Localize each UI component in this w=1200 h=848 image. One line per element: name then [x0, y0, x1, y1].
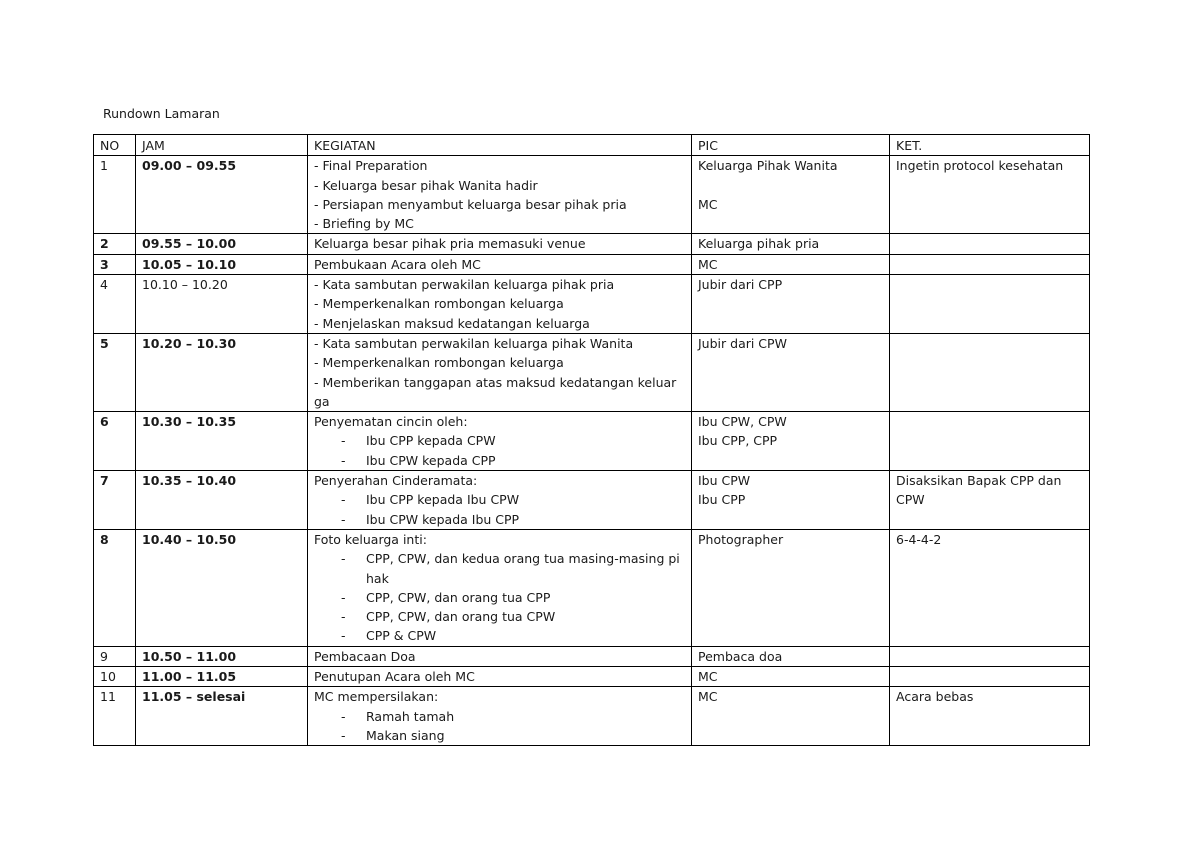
cell-jam [136, 471, 308, 530]
header-pic: PIC [692, 135, 890, 156]
dash-bullet-icon: - [341, 727, 346, 743]
cell-no [94, 529, 136, 646]
cell-ket [890, 412, 1090, 471]
activity-subitem [314, 569, 691, 588]
activity-line: - Keluarga besar pihak Wanita hadir [314, 177, 538, 193]
cell-no [94, 234, 136, 254]
cell-ket [890, 667, 1090, 687]
pic-line: MC [698, 689, 718, 705]
cell-kegiatan [308, 667, 692, 687]
activity-line: Foto keluarga inti: [314, 531, 427, 547]
cell-pic [692, 412, 890, 471]
row-number: 9 [100, 648, 108, 664]
cell-ket [890, 529, 1090, 646]
table-row [94, 529, 1090, 646]
header-ket: KET. [890, 135, 1090, 156]
table-row [94, 275, 1090, 334]
document-title: Rundown Lamaran [103, 106, 220, 121]
dash-bullet-icon: - [341, 628, 346, 644]
cell-pic [692, 156, 890, 234]
cell-pic [692, 667, 890, 687]
note-line: Ingetin protocol kesehatan [896, 158, 1064, 174]
row-number: 10 [100, 669, 116, 685]
cell-jam [136, 333, 308, 411]
row-number: 4 [100, 277, 108, 293]
pic-line [698, 176, 889, 195]
cell-ket [890, 234, 1090, 254]
pic-line: MC [698, 196, 718, 212]
time-range: 10.40 – 10.50 [142, 531, 237, 547]
cell-jam [136, 234, 308, 254]
activity-subitem-text: Ibu CPP kepada Ibu CPW [366, 492, 520, 508]
table-row [94, 471, 1090, 530]
cell-no [94, 333, 136, 411]
table-header-row [94, 135, 1090, 156]
cell-no [94, 646, 136, 666]
activity-subitem [314, 626, 691, 645]
dash-bullet-icon: - [341, 492, 346, 508]
cell-kegiatan [308, 529, 692, 646]
row-number: 8 [100, 531, 109, 547]
dash-bullet-icon: - [341, 708, 346, 724]
pic-line: MC [698, 256, 718, 272]
pic-line: Ibu CPP, CPP [698, 433, 778, 449]
activity-line: Penyerahan Cinderamata: [314, 473, 478, 489]
activity-subitem-text: Makan siang [366, 727, 445, 743]
pic-line: Pembaca doa [698, 648, 783, 664]
cell-no [94, 275, 136, 334]
cell-ket [890, 254, 1090, 274]
header-jam: JAM [136, 135, 308, 156]
activity-subitem [314, 451, 691, 470]
cell-kegiatan [308, 234, 692, 254]
pic-line: Keluarga Pihak Wanita [698, 158, 838, 174]
cell-pic [692, 529, 890, 646]
time-range: 10.05 – 10.10 [142, 256, 237, 272]
activity-line: - Memberikan tanggapan atas maksud kedatangan keluar [314, 374, 677, 390]
cell-no [94, 687, 136, 746]
cell-no [94, 667, 136, 687]
dash-bullet-icon: - [341, 433, 346, 449]
note-line: Acara bebas [896, 689, 974, 705]
pic-line: Keluarga pihak pria [698, 236, 820, 252]
time-range: 10.35 – 10.40 [142, 473, 237, 489]
table-row [94, 254, 1090, 274]
activity-line: Keluarga besar pihak pria memasuki venue [314, 236, 586, 252]
activity-line: ga [314, 393, 330, 409]
table-row [94, 687, 1090, 746]
table-row [94, 234, 1090, 254]
row-number: 3 [100, 256, 109, 272]
cell-kegiatan [308, 412, 692, 471]
pic-line: MC [698, 669, 718, 685]
activity-subitem [314, 726, 691, 745]
table-body [94, 156, 1090, 746]
activity-subitem [314, 510, 691, 529]
activity-subitem-text: hak [366, 570, 389, 586]
rundown-table [93, 134, 1090, 746]
dash-bullet-icon: - [341, 511, 346, 527]
activity-subitem-text: CPP, CPW, dan orang tua CPP [366, 589, 551, 605]
cell-kegiatan [308, 254, 692, 274]
time-range: 11.00 – 11.05 [142, 669, 237, 685]
activity-line: MC mempersilakan: [314, 689, 439, 705]
activity-subitem-text: CPP, CPW, dan orang tua CPW [366, 609, 556, 625]
cell-ket [890, 333, 1090, 411]
pic-line: Jubir dari CPW [698, 335, 787, 351]
activity-subitem-text: Ibu CPP kepada CPW [366, 433, 496, 449]
table-row [94, 667, 1090, 687]
activity-subitem [314, 490, 691, 509]
cell-kegiatan [308, 687, 692, 746]
activity-line: - Kata sambutan perwakilan keluarga pihak pria [314, 277, 615, 293]
activity-line: Pembacaan Doa [314, 648, 416, 664]
dash-bullet-icon: - [341, 609, 346, 625]
cell-kegiatan [308, 646, 692, 666]
table-row [94, 412, 1090, 471]
cell-pic [692, 471, 890, 530]
dash-bullet-icon: - [341, 452, 346, 468]
activity-subitem-text: CPP, CPW, dan kedua orang tua masing-masing pi [366, 551, 680, 567]
activity-line: - Briefing by MC [314, 216, 414, 232]
cell-kegiatan [308, 471, 692, 530]
row-number: 1 [100, 158, 108, 174]
cell-jam [136, 254, 308, 274]
cell-jam [136, 275, 308, 334]
activity-line: - Memperkenalkan rombongan keluarga [314, 296, 564, 312]
activity-line: Pembukaan Acara oleh MC [314, 256, 481, 272]
cell-no [94, 254, 136, 274]
time-range: 09.00 – 09.55 [142, 158, 237, 174]
table-row [94, 156, 1090, 234]
activity-subitem [314, 549, 691, 568]
activity-line: - Persiapan menyambut keluarga besar pihak pria [314, 196, 627, 212]
pic-line: Ibu CPP [698, 492, 746, 508]
table-row [94, 333, 1090, 411]
cell-pic [692, 234, 890, 254]
activity-line: Penutupan Acara oleh MC [314, 669, 475, 685]
activity-subitem-text: Ramah tamah [366, 708, 455, 724]
cell-jam [136, 667, 308, 687]
activity-subitem-text: Ibu CPW kepada CPP [366, 452, 496, 468]
activity-subitem [314, 707, 691, 726]
row-number: 2 [100, 236, 109, 252]
cell-no [94, 412, 136, 471]
activity-subitem [314, 431, 691, 450]
row-number: 6 [100, 414, 109, 430]
cell-kegiatan [308, 275, 692, 334]
activity-subitem-text: CPP & CPW [366, 628, 437, 644]
cell-ket [890, 471, 1090, 530]
cell-ket [890, 687, 1090, 746]
cell-no [94, 156, 136, 234]
time-range: 11.05 – selesai [142, 689, 246, 705]
row-number: 7 [100, 473, 109, 489]
row-number: 5 [100, 335, 109, 351]
activity-line: - Final Preparation [314, 158, 428, 174]
pic-line: Photographer [698, 531, 784, 547]
time-range: 09.55 – 10.00 [142, 236, 237, 252]
time-range: 10.20 – 10.30 [142, 335, 237, 351]
pic-line: Ibu CPW, CPW [698, 414, 787, 430]
cell-kegiatan [308, 156, 692, 234]
activity-subitem [314, 588, 691, 607]
time-range: 10.10 – 10.20 [142, 277, 228, 293]
activity-line: Penyematan cincin oleh: [314, 414, 468, 430]
cell-pic [692, 333, 890, 411]
cell-pic [692, 275, 890, 334]
cell-jam [136, 646, 308, 666]
cell-pic [692, 687, 890, 746]
table-row [94, 646, 1090, 666]
dash-bullet-icon: - [341, 589, 346, 605]
cell-jam [136, 529, 308, 646]
cell-ket [890, 156, 1090, 234]
cell-no [94, 471, 136, 530]
cell-pic [692, 254, 890, 274]
cell-ket [890, 275, 1090, 334]
dash-bullet-icon: - [341, 551, 346, 567]
activity-subitem [314, 607, 691, 626]
note-line: 6-4-4-2 [896, 531, 942, 547]
header-no: NO [94, 135, 136, 156]
note-line: Disaksikan Bapak CPP dan [896, 473, 1062, 489]
time-range: 10.30 – 10.35 [142, 414, 237, 430]
activity-line: - Kata sambutan perwakilan keluarga pihak Wanita [314, 335, 634, 351]
row-number: 11 [100, 689, 116, 705]
cell-kegiatan [308, 333, 692, 411]
activity-line: - Menjelaskan maksud kedatangan keluarga [314, 315, 590, 331]
pic-line: Jubir dari CPP [698, 277, 783, 293]
activity-subitem-text: Ibu CPW kepada Ibu CPP [366, 511, 520, 527]
cell-jam [136, 687, 308, 746]
pic-line: Ibu CPW [698, 473, 751, 489]
cell-jam [136, 156, 308, 234]
note-line: CPW [896, 492, 925, 508]
cell-pic [692, 646, 890, 666]
cell-jam [136, 412, 308, 471]
time-range: 10.50 – 11.00 [142, 648, 237, 664]
cell-ket [890, 646, 1090, 666]
activity-line: - Memperkenalkan rombongan keluarga [314, 355, 564, 371]
header-kegiatan: KEGIATAN [308, 135, 692, 156]
